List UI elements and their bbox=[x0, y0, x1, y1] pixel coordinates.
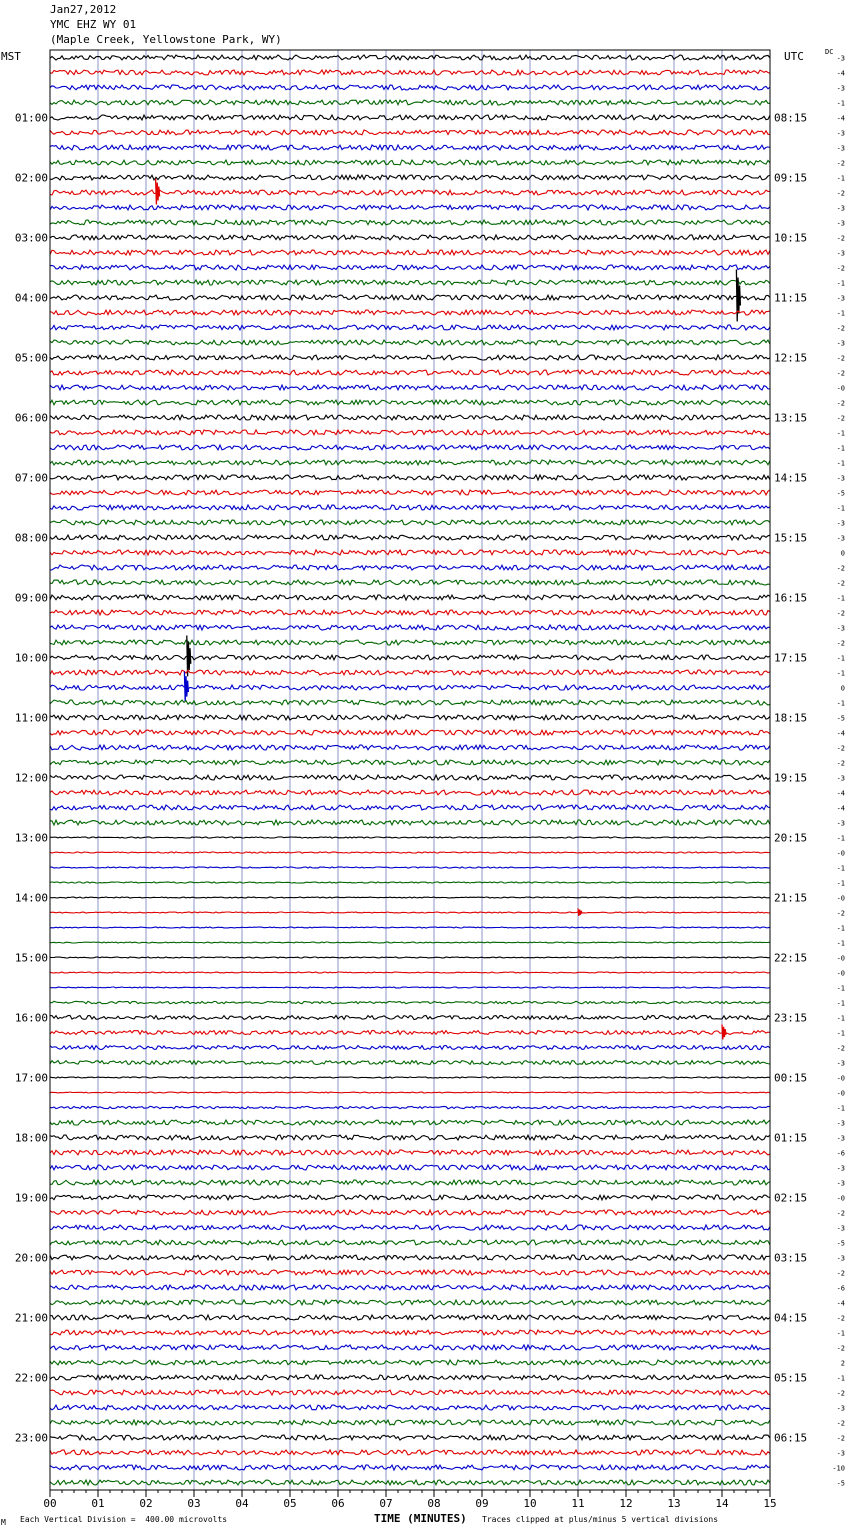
dc-offset-label: -1 bbox=[836, 279, 845, 288]
dc-offset-label: -2 bbox=[836, 579, 845, 588]
x-tick-label: 10 bbox=[523, 1497, 537, 1510]
seismic-trace bbox=[50, 837, 770, 838]
dc-offset-label: -3 bbox=[836, 534, 845, 543]
right-hour-label: 20:15 bbox=[774, 831, 808, 845]
dc-offset-label: -1 bbox=[836, 1029, 845, 1038]
seismic-trace bbox=[50, 1031, 770, 1035]
dc-offset-label: -1 bbox=[836, 864, 845, 873]
left-hour-label: 20:00 bbox=[14, 1251, 48, 1265]
left-hour-label: 19:00 bbox=[14, 1191, 48, 1205]
seismic-trace bbox=[50, 1135, 770, 1140]
dc-offset-label: -3 bbox=[836, 1224, 845, 1233]
x-tick-label: 05 bbox=[283, 1497, 297, 1510]
seismic-trace bbox=[50, 625, 770, 630]
seismic-trace bbox=[50, 235, 770, 240]
dc-offset-label: -5 bbox=[836, 1479, 845, 1488]
seismic-trace bbox=[50, 1465, 770, 1470]
dc-offset-label: -1 bbox=[836, 924, 845, 933]
seismic-trace bbox=[50, 535, 770, 540]
seismic-trace bbox=[50, 1240, 770, 1245]
seismic-trace bbox=[50, 927, 770, 928]
dc-offset-label: -4 bbox=[836, 69, 845, 78]
dc-offset-label: -1 bbox=[836, 999, 845, 1008]
seismic-trace bbox=[50, 310, 770, 315]
axis-labels bbox=[15, 55, 845, 1511]
dc-offset-label: -2 bbox=[836, 264, 845, 273]
seismic-trace bbox=[50, 250, 770, 255]
trace-lines bbox=[50, 55, 770, 1485]
seismic-trace bbox=[50, 355, 770, 360]
dc-offset-label: -1 bbox=[836, 834, 845, 843]
right-zone-label: UTC bbox=[784, 50, 804, 63]
dc-offset-label: -3 bbox=[836, 1254, 845, 1263]
dc-offset-label: -2 bbox=[836, 369, 845, 378]
left-hour-label: 10:00 bbox=[14, 651, 48, 665]
right-hour-label: 23:15 bbox=[774, 1011, 808, 1025]
seismic-trace bbox=[50, 790, 770, 795]
seismic-trace bbox=[50, 1270, 770, 1275]
x-tick-label: 12 bbox=[619, 1497, 633, 1510]
seismic-trace bbox=[50, 1420, 770, 1425]
dc-offset-label: -10 bbox=[832, 1464, 845, 1473]
seismic-trace bbox=[50, 1165, 770, 1170]
seismic-trace bbox=[50, 820, 770, 825]
station-code: YMC EHZ WY 01 bbox=[50, 18, 137, 31]
left-hour-label: 08:00 bbox=[14, 531, 48, 545]
seismic-trace bbox=[50, 145, 770, 150]
seismic-trace bbox=[50, 1195, 770, 1200]
seismic-trace bbox=[50, 265, 770, 270]
dc-offset-label: -3 bbox=[836, 1179, 845, 1188]
seismic-trace bbox=[50, 1016, 770, 1020]
right-hour-label: 01:15 bbox=[774, 1131, 808, 1145]
left-hour-label: 07:00 bbox=[14, 471, 48, 485]
seismic-trace bbox=[50, 415, 770, 420]
seismic-trace bbox=[50, 852, 770, 853]
dc-offset-label: -3 bbox=[836, 339, 845, 348]
seismic-trace bbox=[50, 595, 770, 600]
left-hour-label: 17:00 bbox=[14, 1071, 48, 1085]
dc-offset-label: -1 bbox=[836, 699, 845, 708]
dc-offset-label: 2 bbox=[840, 1359, 845, 1368]
seismic-trace bbox=[50, 1180, 770, 1185]
dc-offset-label: -2 bbox=[836, 759, 845, 768]
dc-offset-label: -2 bbox=[836, 159, 845, 168]
left-hour-label: 04:00 bbox=[14, 291, 48, 305]
seismic-trace bbox=[50, 1150, 770, 1155]
seismic-trace bbox=[50, 912, 770, 913]
right-hour-label: 11:15 bbox=[774, 291, 808, 305]
x-tick-label: 09 bbox=[475, 1497, 489, 1510]
seismic-trace bbox=[50, 130, 770, 135]
dc-offset-label: -0 bbox=[836, 1089, 845, 1098]
station-location: (Maple Creek, Yellowstone Park, WY) bbox=[50, 33, 282, 46]
seismic-trace bbox=[50, 115, 770, 120]
x-tick-label: 11 bbox=[571, 1497, 585, 1510]
left-hour-label: 21:00 bbox=[14, 1311, 48, 1325]
dc-offset-label: -2 bbox=[836, 909, 845, 918]
seismic-trace bbox=[50, 70, 770, 75]
seismic-trace bbox=[50, 1225, 770, 1230]
seismic-trace bbox=[50, 745, 770, 750]
dc-offset-label: -3 bbox=[836, 474, 845, 483]
dc-offset-label: -2 bbox=[836, 414, 845, 423]
seismic-event bbox=[156, 179, 160, 205]
left-hour-label: 05:00 bbox=[14, 351, 48, 365]
seismic-trace bbox=[50, 385, 770, 390]
left-hour-label: 03:00 bbox=[14, 231, 48, 245]
dc-offset-label: -4 bbox=[836, 1299, 845, 1308]
dc-offset-label: -2 bbox=[836, 609, 845, 618]
dc-offset-label: -1 bbox=[836, 939, 845, 948]
dc-offset-label: -3 bbox=[836, 204, 845, 213]
right-hour-label: 17:15 bbox=[774, 651, 808, 665]
left-hour-label: 23:00 bbox=[14, 1431, 48, 1445]
dc-offset-label: -3 bbox=[836, 519, 845, 528]
right-hour-label: 03:15 bbox=[774, 1251, 808, 1265]
dc-offset-label: -0 bbox=[836, 969, 845, 978]
dc-offset-label: -3 bbox=[836, 219, 845, 228]
left-zone-label: MST bbox=[1, 50, 21, 63]
scale-note: Each Vertical Division = 400.00 microvolts bbox=[20, 1515, 228, 1524]
chart-date: Jan27,2012 bbox=[50, 3, 117, 16]
dc-offset-label: -3 bbox=[836, 1164, 845, 1173]
x-tick-label: 03 bbox=[187, 1497, 201, 1510]
seismic-trace bbox=[50, 610, 770, 615]
seismic-trace bbox=[50, 1046, 770, 1050]
dc-offset-label: -2 bbox=[836, 189, 845, 198]
dc-offset-label: -1 bbox=[836, 1104, 845, 1113]
dc-offset-label: -0 bbox=[836, 384, 845, 393]
seismic-trace bbox=[50, 1315, 770, 1320]
seismic-trace bbox=[50, 325, 770, 330]
dc-offset-label: -0 bbox=[836, 1074, 845, 1083]
dc-offset-label: -3 bbox=[836, 144, 845, 153]
dc-offset-label: -2 bbox=[836, 1434, 845, 1443]
seismic-trace bbox=[50, 957, 770, 958]
seismic-trace bbox=[50, 1092, 770, 1093]
corner-mark: M bbox=[1, 1518, 6, 1527]
dc-offset-label: -2 bbox=[836, 1344, 845, 1353]
seismic-trace bbox=[50, 565, 770, 570]
dc-offset-label: -3 bbox=[836, 1449, 845, 1458]
dc-offset-label: -1 bbox=[836, 1014, 845, 1023]
dc-offset-label: -3 bbox=[836, 1119, 845, 1128]
dc-offset-label: -2 bbox=[836, 639, 845, 648]
seismic-trace bbox=[50, 1077, 770, 1078]
dc-label: DC bbox=[825, 48, 834, 56]
seismic-trace bbox=[50, 205, 770, 210]
left-hour-label: 06:00 bbox=[14, 411, 48, 425]
dc-offset-label: -2 bbox=[836, 1419, 845, 1428]
seismic-trace bbox=[50, 1375, 770, 1380]
dc-offset-label: -6 bbox=[836, 1284, 845, 1293]
seismic-trace bbox=[50, 55, 770, 60]
seismic-trace bbox=[50, 1435, 770, 1440]
seismic-trace bbox=[50, 475, 770, 480]
right-hour-label: 12:15 bbox=[774, 351, 808, 365]
dc-offset-label: -2 bbox=[836, 234, 845, 243]
seismic-trace bbox=[50, 1061, 770, 1065]
dc-offset-label: -1 bbox=[836, 1329, 845, 1338]
right-hour-label: 21:15 bbox=[774, 891, 808, 905]
dc-offset-label: -3 bbox=[836, 84, 845, 93]
dc-offset-label: -3 bbox=[836, 1059, 845, 1068]
seismic-trace bbox=[50, 700, 770, 705]
seismic-trace bbox=[50, 220, 770, 225]
seismic-trace bbox=[50, 1405, 770, 1410]
seismic-trace bbox=[50, 520, 770, 525]
right-hour-label: 13:15 bbox=[774, 411, 808, 425]
seismic-trace bbox=[50, 882, 770, 883]
left-hour-label: 14:00 bbox=[14, 891, 48, 905]
seismic-trace bbox=[50, 1480, 770, 1485]
right-hour-label: 04:15 bbox=[774, 1311, 808, 1325]
x-tick-label: 02 bbox=[139, 1497, 153, 1510]
left-hour-label: 22:00 bbox=[14, 1371, 48, 1385]
right-hour-label: 19:15 bbox=[774, 771, 808, 785]
seismic-trace bbox=[50, 550, 770, 555]
seismic-trace bbox=[50, 1255, 770, 1260]
dc-offset-label: -0 bbox=[836, 954, 845, 963]
seismic-trace bbox=[50, 1285, 770, 1290]
dc-offset-label: -4 bbox=[836, 729, 845, 738]
dc-offset-label: -1 bbox=[836, 459, 845, 468]
dc-offset-label: -2 bbox=[836, 1269, 845, 1278]
dc-offset-label: -6 bbox=[836, 1149, 845, 1158]
dc-offset-label: -2 bbox=[836, 1314, 845, 1323]
dc-offset-label: -0 bbox=[836, 894, 845, 903]
dc-offset-label: -1 bbox=[836, 984, 845, 993]
seismic-event bbox=[578, 909, 582, 916]
right-hour-label: 22:15 bbox=[774, 951, 808, 965]
dc-offset-label: -2 bbox=[836, 564, 845, 573]
seismic-trace bbox=[50, 897, 770, 898]
x-tick-label: 07 bbox=[379, 1497, 393, 1510]
x-tick-label: 00 bbox=[43, 1497, 57, 1510]
x-tick-label: 04 bbox=[235, 1497, 249, 1510]
seismic-event bbox=[722, 1025, 726, 1040]
seismic-trace bbox=[50, 1360, 770, 1365]
seismic-trace bbox=[50, 1120, 770, 1125]
seismic-trace bbox=[50, 505, 770, 510]
dc-offset-label: -3 bbox=[836, 129, 845, 138]
left-hour-label: 16:00 bbox=[14, 1011, 48, 1025]
dc-offset-label: -1 bbox=[836, 174, 845, 183]
seismic-trace bbox=[50, 775, 770, 780]
seismic-trace bbox=[50, 760, 770, 765]
right-hour-label: 16:15 bbox=[774, 591, 808, 605]
seismic-trace bbox=[50, 580, 770, 585]
dc-offset-label: -3 bbox=[836, 819, 845, 828]
seismic-trace bbox=[50, 1106, 770, 1108]
x-tick-label: 15 bbox=[763, 1497, 777, 1510]
seismic-trace bbox=[50, 400, 770, 405]
seismic-trace bbox=[50, 805, 770, 810]
dc-offset-label: -5 bbox=[836, 1239, 845, 1248]
seismic-trace bbox=[50, 1300, 770, 1305]
dc-offset-label: -4 bbox=[836, 114, 845, 123]
seismic-trace bbox=[50, 280, 770, 285]
dc-offset-label: -3 bbox=[836, 1134, 845, 1143]
right-hour-label: 18:15 bbox=[774, 711, 808, 725]
clip-note: Traces clipped at plus/minus 5 vertical divisions bbox=[482, 1515, 719, 1524]
seismic-trace bbox=[50, 1390, 770, 1395]
dc-offset-label: -2 bbox=[836, 1209, 845, 1218]
seismic-trace bbox=[50, 445, 770, 450]
seismic-trace bbox=[50, 715, 770, 720]
dc-offset-label: -3 bbox=[836, 1404, 845, 1413]
seismic-trace bbox=[50, 987, 770, 988]
seismic-trace bbox=[50, 295, 770, 300]
seismic-trace bbox=[50, 640, 770, 645]
dc-offset-label: -2 bbox=[836, 744, 845, 753]
left-hour-label: 11:00 bbox=[14, 711, 48, 725]
dc-offset-label: -4 bbox=[836, 789, 845, 798]
dc-offset-label: 0 bbox=[840, 684, 845, 693]
seismic-trace bbox=[50, 85, 770, 90]
left-hour-label: 02:00 bbox=[14, 171, 48, 185]
seismic-trace bbox=[50, 100, 770, 105]
x-tick-label: 13 bbox=[667, 1497, 681, 1510]
seismic-trace bbox=[50, 867, 770, 868]
left-hour-label: 18:00 bbox=[14, 1131, 48, 1145]
seismic-event bbox=[736, 270, 740, 322]
seismic-trace bbox=[50, 430, 770, 435]
right-hour-label: 06:15 bbox=[774, 1431, 808, 1445]
seismic-trace bbox=[50, 1210, 770, 1215]
x-tick-label: 08 bbox=[427, 1497, 441, 1510]
seismic-trace bbox=[50, 340, 770, 345]
seismic-trace bbox=[50, 972, 770, 973]
left-hour-label: 13:00 bbox=[14, 831, 48, 845]
seismic-trace bbox=[50, 670, 770, 675]
right-hour-label: 09:15 bbox=[774, 171, 808, 185]
seismic-trace bbox=[50, 685, 770, 690]
plot-grid bbox=[50, 50, 770, 1497]
dc-offset-label: 0 bbox=[840, 549, 845, 558]
seismic-trace bbox=[50, 942, 770, 943]
x-tick-label: 06 bbox=[331, 1497, 345, 1510]
dc-offset-label: -3 bbox=[836, 54, 845, 63]
seismic-trace bbox=[50, 1450, 770, 1455]
dc-offset-label: -1 bbox=[836, 1374, 845, 1383]
dc-offset-label: -1 bbox=[836, 504, 845, 513]
dc-offset-label: -1 bbox=[836, 669, 845, 678]
dc-offset-label: -2 bbox=[836, 354, 845, 363]
dc-offset-label: -1 bbox=[836, 444, 845, 453]
left-hour-label: 09:00 bbox=[14, 591, 48, 605]
dc-offset-label: -3 bbox=[836, 294, 845, 303]
right-hour-label: 14:15 bbox=[774, 471, 808, 485]
dc-offset-label: -2 bbox=[836, 1389, 845, 1398]
seismic-trace bbox=[50, 1330, 770, 1335]
dc-offset-label: -2 bbox=[836, 1044, 845, 1053]
dc-offset-label: -2 bbox=[836, 399, 845, 408]
dc-offset-label: -1 bbox=[836, 654, 845, 663]
right-hour-label: 00:15 bbox=[774, 1071, 808, 1085]
seismic-trace bbox=[50, 460, 770, 465]
right-hour-label: 15:15 bbox=[774, 531, 808, 545]
dc-offset-label: -3 bbox=[836, 624, 845, 633]
dc-offset-label: -1 bbox=[836, 429, 845, 438]
left-hour-label: 12:00 bbox=[14, 771, 48, 785]
right-hour-label: 02:15 bbox=[774, 1191, 808, 1205]
seismic-trace bbox=[50, 175, 770, 180]
left-hour-label: 01:00 bbox=[14, 111, 48, 125]
x-axis-title: TIME (MINUTES) bbox=[374, 1512, 467, 1525]
dc-offset-label: -3 bbox=[836, 774, 845, 783]
dc-offset-label: -5 bbox=[836, 714, 845, 723]
dc-offset-label: -1 bbox=[836, 594, 845, 603]
dc-offset-label: -0 bbox=[836, 1194, 845, 1203]
right-hour-label: 10:15 bbox=[774, 231, 808, 245]
x-tick-label: 14 bbox=[715, 1497, 729, 1510]
x-tick-label: 01 bbox=[91, 1497, 105, 1510]
seismic-trace bbox=[50, 655, 770, 660]
seismic-trace bbox=[50, 160, 770, 165]
dc-offset-label: -1 bbox=[836, 309, 845, 318]
dc-offset-label: -2 bbox=[836, 324, 845, 333]
dc-offset-label: -4 bbox=[836, 804, 845, 813]
dc-offset-label: -3 bbox=[836, 249, 845, 258]
dc-offset-label: -5 bbox=[836, 489, 845, 498]
dc-offset-label: -1 bbox=[836, 879, 845, 888]
dc-offset-label: -0 bbox=[836, 849, 845, 858]
seismic-trace bbox=[50, 1345, 770, 1350]
left-hour-label: 15:00 bbox=[14, 951, 48, 965]
right-hour-label: 08:15 bbox=[774, 111, 808, 125]
seismic-trace bbox=[50, 370, 770, 375]
seismic-trace bbox=[50, 1001, 770, 1003]
seismic-trace bbox=[50, 730, 770, 735]
seismic-trace bbox=[50, 490, 770, 495]
right-hour-label: 05:15 bbox=[774, 1371, 808, 1385]
dc-offset-label: -1 bbox=[836, 99, 845, 108]
